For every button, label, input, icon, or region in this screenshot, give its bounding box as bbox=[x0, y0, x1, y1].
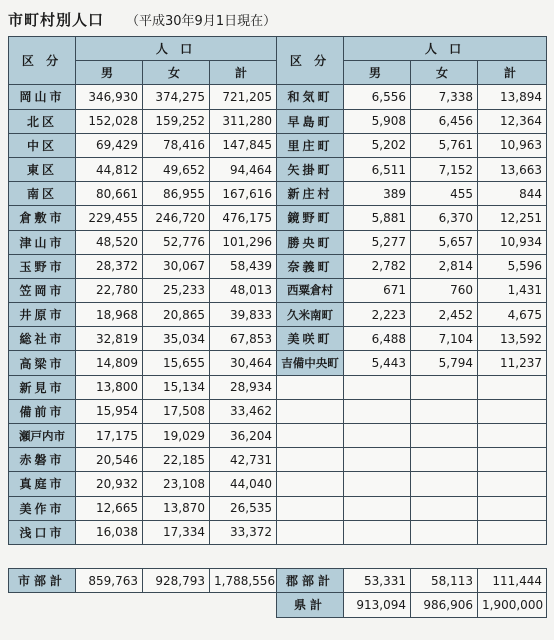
female-header: 女 bbox=[143, 61, 210, 85]
empty-name-cell bbox=[277, 399, 344, 423]
city-male: 20,932 bbox=[76, 472, 143, 496]
city-name: 総社市 bbox=[9, 327, 76, 351]
city-female: 17,508 bbox=[143, 399, 210, 423]
city-total: 42,731 bbox=[210, 448, 277, 472]
empty-cell bbox=[411, 424, 478, 448]
empty-cell bbox=[411, 496, 478, 520]
city-female: 86,955 bbox=[143, 182, 210, 206]
page-title: 市町村別人口 bbox=[8, 10, 105, 29]
city-male: 17,175 bbox=[76, 424, 143, 448]
town-male: 5,443 bbox=[344, 351, 411, 375]
city-female: 78,416 bbox=[143, 133, 210, 157]
prefecture-total-total: 1,900,000 bbox=[478, 593, 547, 617]
table-row bbox=[9, 399, 547, 423]
grand-total-row bbox=[9, 593, 547, 617]
town-male: 2,782 bbox=[344, 254, 411, 278]
table-row bbox=[9, 157, 547, 181]
town-total: 11,237 bbox=[478, 351, 547, 375]
population-header-right: 人 口 bbox=[344, 37, 547, 61]
city-female: 30,067 bbox=[143, 254, 210, 278]
empty-cell bbox=[210, 593, 277, 617]
empty-cell bbox=[478, 424, 547, 448]
city-total-male: 859,763 bbox=[76, 569, 143, 593]
empty-cell bbox=[478, 448, 547, 472]
city-male: 16,038 bbox=[76, 520, 143, 544]
city-male: 48,520 bbox=[76, 230, 143, 254]
city-total-female: 928,793 bbox=[143, 569, 210, 593]
city-total: 58,439 bbox=[210, 254, 277, 278]
city-name: 浅口市 bbox=[9, 520, 76, 544]
city-male: 69,429 bbox=[76, 133, 143, 157]
table-row bbox=[9, 109, 547, 133]
spacer-cell bbox=[143, 544, 210, 568]
town-female: 5,761 bbox=[411, 133, 478, 157]
city-male: 32,819 bbox=[76, 327, 143, 351]
town-male: 671 bbox=[344, 278, 411, 302]
city-female: 19,029 bbox=[143, 424, 210, 448]
total-header: 計 bbox=[210, 61, 277, 85]
city-name: 岡山市 bbox=[9, 85, 76, 109]
town-male: 2,223 bbox=[344, 303, 411, 327]
city-name: 津山市 bbox=[9, 230, 76, 254]
town-female: 760 bbox=[411, 278, 478, 302]
town-name: 鏡野町 bbox=[277, 206, 344, 230]
town-female: 7,104 bbox=[411, 327, 478, 351]
town-total: 12,251 bbox=[478, 206, 547, 230]
city-total: 28,934 bbox=[210, 375, 277, 399]
city-female: 23,108 bbox=[143, 472, 210, 496]
empty-cell bbox=[76, 593, 143, 617]
table-row bbox=[9, 327, 547, 351]
table-row bbox=[9, 496, 547, 520]
city-male: 152,028 bbox=[76, 109, 143, 133]
city-total: 39,833 bbox=[210, 303, 277, 327]
town-total: 12,364 bbox=[478, 109, 547, 133]
city-name: 中区 bbox=[9, 133, 76, 157]
spacer-cell bbox=[9, 544, 76, 568]
town-male: 6,556 bbox=[344, 85, 411, 109]
town-male: 5,202 bbox=[344, 133, 411, 157]
city-female: 374,275 bbox=[143, 85, 210, 109]
city-female: 15,655 bbox=[143, 351, 210, 375]
spacer-cell bbox=[210, 544, 277, 568]
city-total-total: 1,788,556 bbox=[210, 569, 277, 593]
empty-cell bbox=[411, 399, 478, 423]
empty-cell bbox=[344, 448, 411, 472]
town-female: 455 bbox=[411, 182, 478, 206]
table-row bbox=[9, 133, 547, 157]
empty-cell bbox=[478, 399, 547, 423]
empty-cell bbox=[344, 375, 411, 399]
empty-name-cell bbox=[277, 375, 344, 399]
town-name: 勝央町 bbox=[277, 230, 344, 254]
city-female: 35,034 bbox=[143, 327, 210, 351]
town-total: 1,431 bbox=[478, 278, 547, 302]
city-female: 246,720 bbox=[143, 206, 210, 230]
town-name: 美咲町 bbox=[277, 327, 344, 351]
spacer-cell bbox=[344, 544, 411, 568]
town-female: 6,456 bbox=[411, 109, 478, 133]
empty-name-cell bbox=[277, 496, 344, 520]
town-name: 新庄村 bbox=[277, 182, 344, 206]
city-female: 159,252 bbox=[143, 109, 210, 133]
town-female: 7,152 bbox=[411, 157, 478, 181]
town-total: 13,894 bbox=[478, 85, 547, 109]
city-total: 721,205 bbox=[210, 85, 277, 109]
town-male: 6,488 bbox=[344, 327, 411, 351]
city-male: 12,665 bbox=[76, 496, 143, 520]
county-total-male: 53,331 bbox=[344, 569, 411, 593]
city-name: 玉野市 bbox=[9, 254, 76, 278]
empty-cell bbox=[344, 399, 411, 423]
empty-name-cell bbox=[277, 472, 344, 496]
town-name: 早島町 bbox=[277, 109, 344, 133]
city-total: 94,464 bbox=[210, 157, 277, 181]
empty-cell bbox=[478, 375, 547, 399]
town-total: 4,675 bbox=[478, 303, 547, 327]
male-header: 男 bbox=[76, 61, 143, 85]
total-header: 計 bbox=[478, 61, 547, 85]
spacer-cell bbox=[76, 544, 143, 568]
header-row-1 bbox=[9, 37, 547, 61]
city-female: 25,233 bbox=[143, 278, 210, 302]
city-total: 36,204 bbox=[210, 424, 277, 448]
town-total: 13,663 bbox=[478, 157, 547, 181]
title-row bbox=[8, 6, 276, 32]
town-male: 6,511 bbox=[344, 157, 411, 181]
town-male: 389 bbox=[344, 182, 411, 206]
town-total: 10,934 bbox=[478, 230, 547, 254]
city-total: 30,464 bbox=[210, 351, 277, 375]
table-row bbox=[9, 424, 547, 448]
city-name: 南区 bbox=[9, 182, 76, 206]
city-male: 229,455 bbox=[76, 206, 143, 230]
town-total: 13,592 bbox=[478, 327, 547, 351]
city-total: 167,616 bbox=[210, 182, 277, 206]
town-female: 6,370 bbox=[411, 206, 478, 230]
city-total-label: 市部計 bbox=[9, 569, 76, 593]
city-female: 15,134 bbox=[143, 375, 210, 399]
spacer-cell bbox=[277, 544, 344, 568]
city-total: 67,853 bbox=[210, 327, 277, 351]
spacer-cell bbox=[411, 544, 478, 568]
town-male: 5,908 bbox=[344, 109, 411, 133]
empty-cell bbox=[344, 472, 411, 496]
town-name: 久米南町 bbox=[277, 303, 344, 327]
city-name: 真庭市 bbox=[9, 472, 76, 496]
city-male: 20,546 bbox=[76, 448, 143, 472]
town-male: 5,277 bbox=[344, 230, 411, 254]
city-total: 476,175 bbox=[210, 206, 277, 230]
empty-cell bbox=[478, 472, 547, 496]
city-female: 52,776 bbox=[143, 230, 210, 254]
city-total: 48,013 bbox=[210, 278, 277, 302]
town-female: 5,794 bbox=[411, 351, 478, 375]
town-female: 2,452 bbox=[411, 303, 478, 327]
table-row bbox=[9, 448, 547, 472]
city-male: 80,661 bbox=[76, 182, 143, 206]
male-header: 男 bbox=[344, 61, 411, 85]
prefecture-total-label: 県計 bbox=[277, 593, 344, 617]
city-name: 倉敷市 bbox=[9, 206, 76, 230]
town-male: 5,881 bbox=[344, 206, 411, 230]
city-male: 13,800 bbox=[76, 375, 143, 399]
town-female: 7,338 bbox=[411, 85, 478, 109]
prefecture-total-male: 913,094 bbox=[344, 593, 411, 617]
subtotal-row bbox=[9, 569, 547, 593]
city-total: 147,845 bbox=[210, 133, 277, 157]
empty-cell bbox=[411, 472, 478, 496]
female-header: 女 bbox=[411, 61, 478, 85]
empty-cell bbox=[9, 593, 76, 617]
city-male: 44,812 bbox=[76, 157, 143, 181]
city-male: 14,809 bbox=[76, 351, 143, 375]
city-total: 101,296 bbox=[210, 230, 277, 254]
town-total: 844 bbox=[478, 182, 547, 206]
city-name: 東区 bbox=[9, 157, 76, 181]
table-row bbox=[9, 520, 547, 544]
city-name: 笠岡市 bbox=[9, 278, 76, 302]
city-male: 18,968 bbox=[76, 303, 143, 327]
city-total: 33,462 bbox=[210, 399, 277, 423]
population-table bbox=[8, 36, 547, 618]
city-name: 備前市 bbox=[9, 399, 76, 423]
city-name: 新見市 bbox=[9, 375, 76, 399]
city-male: 28,372 bbox=[76, 254, 143, 278]
table-row bbox=[9, 303, 547, 327]
table-row bbox=[9, 278, 547, 302]
city-name: 赤磐市 bbox=[9, 448, 76, 472]
city-female: 13,870 bbox=[143, 496, 210, 520]
table-row bbox=[9, 230, 547, 254]
city-name: 瀬戸内市 bbox=[9, 424, 76, 448]
empty-cell bbox=[411, 448, 478, 472]
city-total: 44,040 bbox=[210, 472, 277, 496]
empty-cell bbox=[411, 520, 478, 544]
table-row bbox=[9, 351, 547, 375]
empty-cell bbox=[344, 496, 411, 520]
town-female: 2,814 bbox=[411, 254, 478, 278]
town-name: 奈義町 bbox=[277, 254, 344, 278]
empty-cell bbox=[411, 375, 478, 399]
city-male: 22,780 bbox=[76, 278, 143, 302]
table-row bbox=[9, 375, 547, 399]
city-male: 346,930 bbox=[76, 85, 143, 109]
empty-name-cell bbox=[277, 448, 344, 472]
town-name: 矢掛町 bbox=[277, 157, 344, 181]
city-name: 北区 bbox=[9, 109, 76, 133]
population-header-left: 人 口 bbox=[76, 37, 277, 61]
town-name: 里庄町 bbox=[277, 133, 344, 157]
city-female: 22,185 bbox=[143, 448, 210, 472]
city-name: 井原市 bbox=[9, 303, 76, 327]
spacer-row bbox=[9, 544, 547, 568]
town-total: 10,963 bbox=[478, 133, 547, 157]
town-name: 西粟倉村 bbox=[277, 278, 344, 302]
city-total: 311,280 bbox=[210, 109, 277, 133]
city-female: 49,652 bbox=[143, 157, 210, 181]
prefecture-total-female: 986,906 bbox=[411, 593, 478, 617]
city-female: 20,865 bbox=[143, 303, 210, 327]
county-total-female: 58,113 bbox=[411, 569, 478, 593]
town-name: 和気町 bbox=[277, 85, 344, 109]
town-female: 5,657 bbox=[411, 230, 478, 254]
town-total: 5,596 bbox=[478, 254, 547, 278]
empty-name-cell bbox=[277, 520, 344, 544]
city-male: 15,954 bbox=[76, 399, 143, 423]
table-row bbox=[9, 254, 547, 278]
spacer-cell bbox=[478, 544, 547, 568]
category-header-right: 区 分 bbox=[277, 37, 344, 85]
county-total-total: 111,444 bbox=[478, 569, 547, 593]
empty-cell bbox=[478, 520, 547, 544]
table-row bbox=[9, 85, 547, 109]
category-header-left: 区 分 bbox=[9, 37, 76, 85]
county-total-label: 郡部計 bbox=[277, 569, 344, 593]
empty-cell bbox=[344, 520, 411, 544]
city-total: 26,535 bbox=[210, 496, 277, 520]
empty-cell bbox=[478, 496, 547, 520]
empty-cell bbox=[143, 593, 210, 617]
city-total: 33,372 bbox=[210, 520, 277, 544]
table-row bbox=[9, 206, 547, 230]
table-row bbox=[9, 182, 547, 206]
city-female: 17,334 bbox=[143, 520, 210, 544]
as-of-date: （平成30年9月1日現在） bbox=[126, 13, 277, 29]
city-name: 美作市 bbox=[9, 496, 76, 520]
town-name: 吉備中央町 bbox=[277, 351, 344, 375]
empty-name-cell bbox=[277, 424, 344, 448]
city-name: 高梁市 bbox=[9, 351, 76, 375]
empty-cell bbox=[344, 424, 411, 448]
table-row bbox=[9, 472, 547, 496]
